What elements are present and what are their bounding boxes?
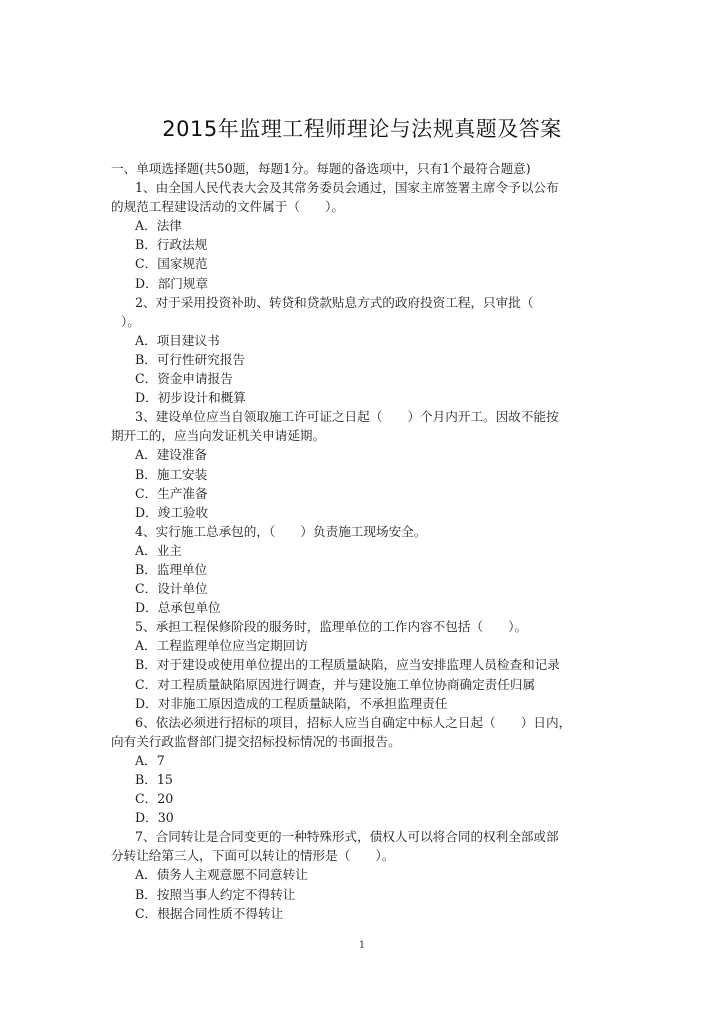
- question-4-option-c: C．设计单位: [135, 581, 208, 597]
- question-7-option-c: C．根据合同性质不得转让: [135, 905, 284, 921]
- section-heading: 一、单项选择题(共50题，每题1分。每题的备选项中，只有1个最符合题意): [111, 161, 531, 176]
- document-body: [111, 159, 621, 923]
- question-2-line-2: ）。: [121, 313, 140, 329]
- question-4-line-1: 4、实行施工总承包的，（ ）负责施工现场安全。: [135, 523, 427, 539]
- question-7-line-1: 7、合同转让是合同变更的一种特殊形式，债权人可以将合同的权利全部或部: [135, 829, 559, 845]
- question-6-line-2: 向有关行政监督部门提交招标投标情况的书面报告。: [111, 733, 401, 749]
- page-title: 2015年监理工程师理论与法规真题及答案: [162, 117, 562, 141]
- question-4-option-b: B．监理单位: [135, 561, 208, 577]
- question-2-option-c: C．资金申请报告: [135, 371, 233, 387]
- question-1-option-c: C．国家规范: [135, 256, 208, 272]
- question-4-option-d: D．总承包单位: [135, 600, 221, 616]
- question-3-option-a: A．建设准备: [135, 447, 208, 463]
- question-6-line-1: 6、依法必须进行招标的项目，招标人应当自确定中标人之日起（ ）日内，: [135, 714, 572, 730]
- question-5-line-1: 5、承担工程保修阶段的服务时，监理单位的工作内容不包括（ ）。: [135, 619, 528, 635]
- question-7-line-2: 分转让给第三人，下面可以转让的情形是（ ）。: [111, 848, 395, 864]
- question-1-option-a: A．法律: [135, 218, 182, 234]
- question-5-option-c: C．对工程质量缺陷原因进行调查，并与建设施工单位协商确定责任归属: [135, 676, 536, 692]
- question-1-line-1: 1、由全国人民代表大会及其常务委员会通过，国家主席签署主席令予以公布: [135, 180, 559, 196]
- question-1-line-2: 的规范工程建设活动的文件属于（ ）。: [111, 199, 344, 215]
- question-5-option-d: D．对非施工原因造成的工程质量缺陷，不承担监理责任: [135, 695, 448, 711]
- question-1-option-d: D．部门规章: [135, 275, 209, 291]
- question-2-line-1: 2、对于采用投资补助、转贷和贷款贴息方式的政府投资工程，只审批（: [135, 294, 534, 310]
- question-3-option-b: B．施工安装: [135, 466, 208, 482]
- question-3-option-d: D．竣工验收: [135, 504, 209, 520]
- question-2-option-a: A．项目建议书: [135, 332, 220, 348]
- question-7-option-a: A．债务人主观意愿不同意转让: [135, 867, 308, 883]
- question-3-line-2: 期开工的，应当向发证机关申请延期。: [111, 428, 326, 444]
- page-number: 1: [358, 940, 366, 951]
- question-3-option-c: C．生产准备: [135, 485, 208, 501]
- question-6-option-a: A．7: [135, 752, 165, 768]
- question-4-option-a: A．业主: [135, 542, 182, 558]
- question-1-option-b: B．行政法规: [135, 237, 208, 253]
- question-6-option-c: C．20: [135, 791, 174, 807]
- question-3-line-1: 3、建设单位应当自领取施工许可证之日起（ ）个月内开工。因故不能按: [135, 409, 559, 425]
- question-2-option-b: B．可行性研究报告: [135, 351, 246, 367]
- question-5-option-b: B．对于建设或使用单位提出的工程质量缺陷，应当安排监理人员检查和记录: [135, 657, 560, 673]
- question-7-option-b: B．按照当事人约定不得转让: [135, 886, 296, 902]
- question-5-option-a: A．工程监理单位应当定期回访: [135, 638, 308, 654]
- question-6-option-b: B．15: [135, 772, 173, 787]
- question-6-option-d: D．30: [135, 810, 174, 826]
- question-2-option-d: D．初步设计和概算: [135, 390, 246, 406]
